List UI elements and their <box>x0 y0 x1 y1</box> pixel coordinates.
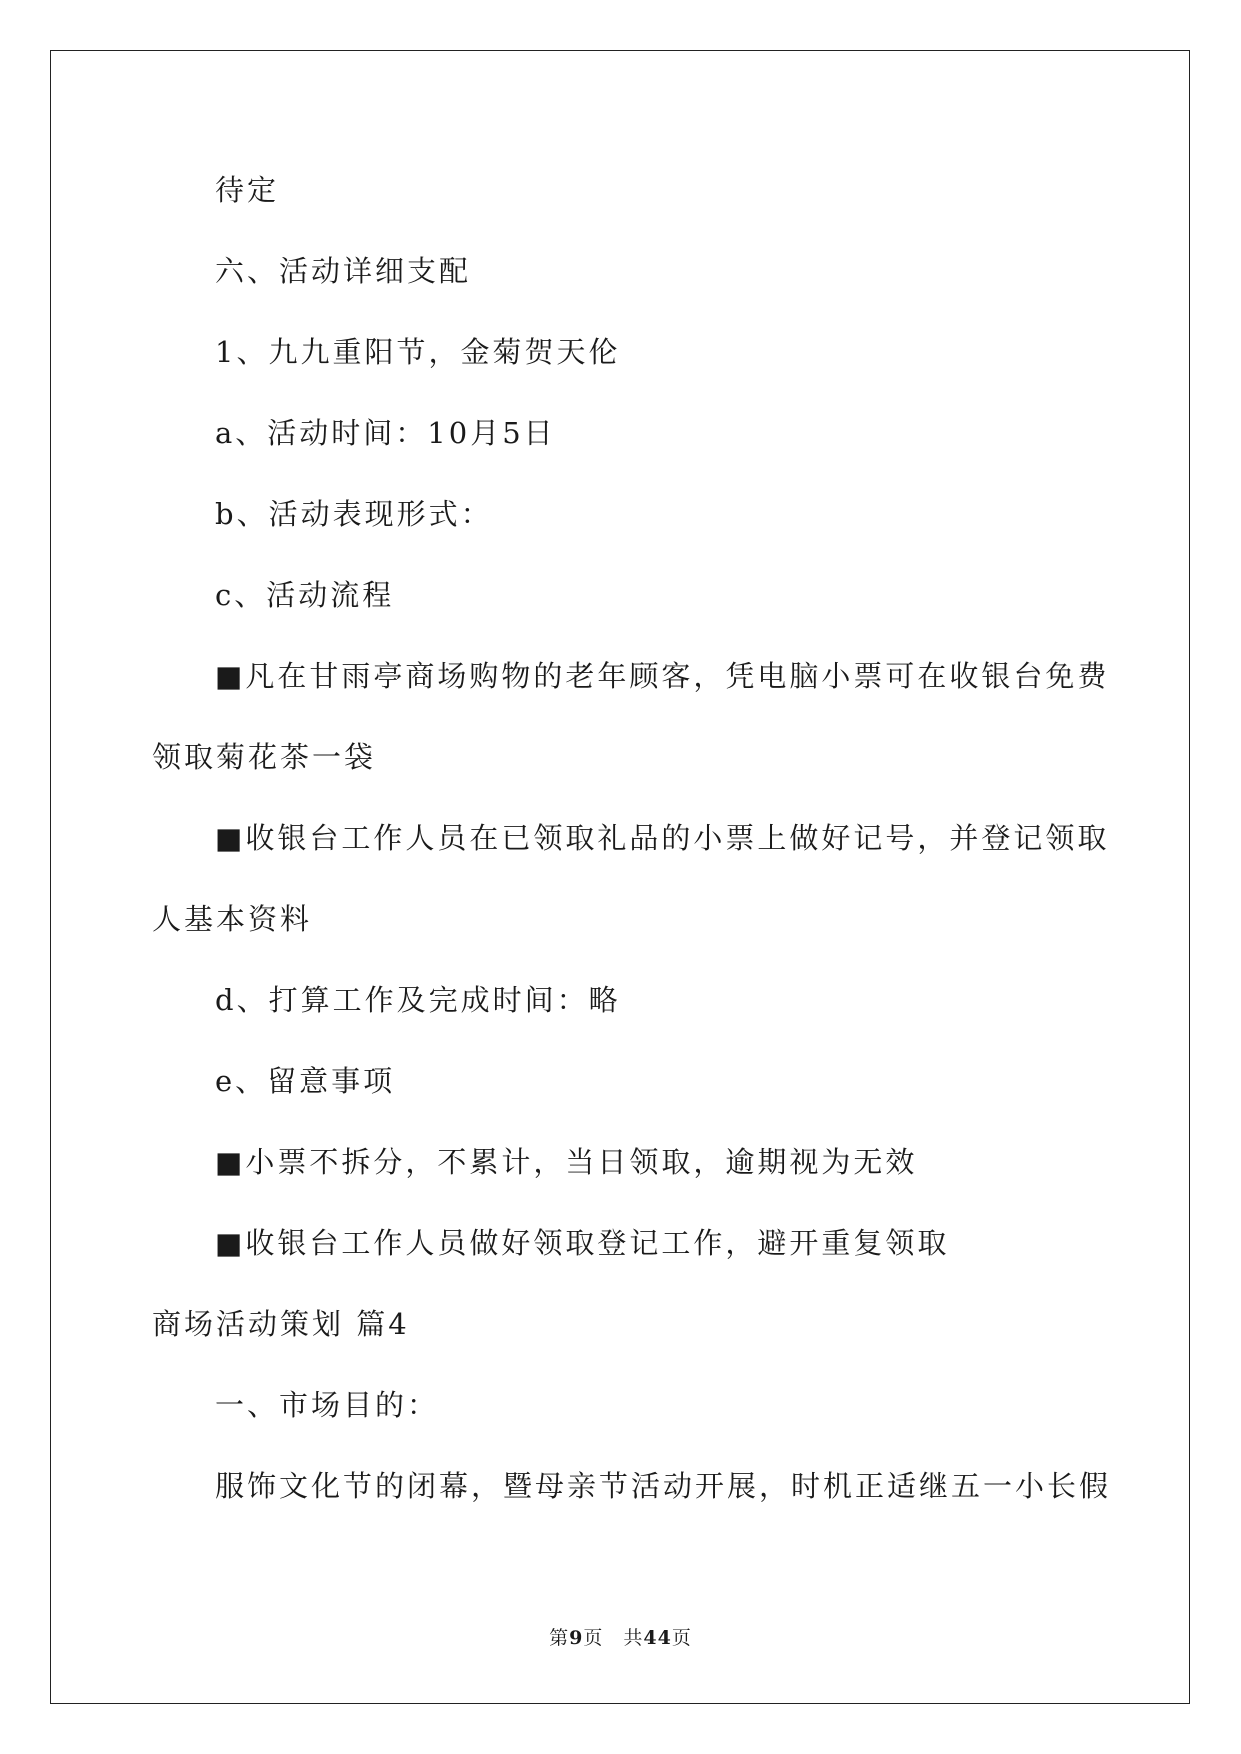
footer-suffix: 页 <box>671 1627 692 1649</box>
text-line-item-e: e、留意事项 <box>215 1064 396 1098</box>
text-line-paragraph: 服饰文化节的闭幕，暨母亲节活动开展，时机正适继五一小长假 <box>215 1469 1112 1503</box>
text-line-item-1: 1、九九重阳节，金菊贺天伦 <box>215 335 621 369</box>
text-line-bullet-1: ■凡在甘雨亭商场购物的老年顾客，凭电脑小票可在收银台免费 <box>215 659 1110 693</box>
heading-market-purpose: 一、市场目的： <box>215 1388 440 1422</box>
text-line-item-d: d、打算工作及完成时间：略 <box>215 983 621 1017</box>
text-line-bullet-2-cont: 人基本资料 <box>152 902 313 936</box>
text-line-item-a: a、活动时间：10月5日 <box>215 416 556 450</box>
text-line-item-c: c、活动流程 <box>215 578 395 612</box>
footer-prefix: 第 <box>549 1627 570 1649</box>
text-line-item-b: b、活动表现形式： <box>215 497 493 531</box>
text-line-pending: 待定 <box>215 173 280 207</box>
text-line-bullet-2: ■收银台工作人员在已领取礼品的小票上做好记号，并登记领取 <box>215 821 1110 855</box>
text-line-bullet-1-cont: 领取菊花茶一袋 <box>152 740 377 774</box>
text-line-bullet-4: ■收银台工作人员做好领取登记工作，避开重复领取 <box>215 1226 950 1260</box>
footer-mid: 页 共 <box>583 1627 644 1649</box>
footer-page-number: 9 <box>569 1627 584 1649</box>
page-footer <box>0 1626 1241 1650</box>
footer-total-pages: 44 <box>643 1627 672 1649</box>
heading-section-six: 六、活动详细支配 <box>215 254 472 288</box>
heading-article-4: 商场活动策划 篇4 <box>152 1307 410 1341</box>
page-border <box>50 50 1190 1704</box>
text-line-bullet-3: ■小票不拆分，不累计，当日领取，逾期视为无效 <box>215 1145 918 1179</box>
